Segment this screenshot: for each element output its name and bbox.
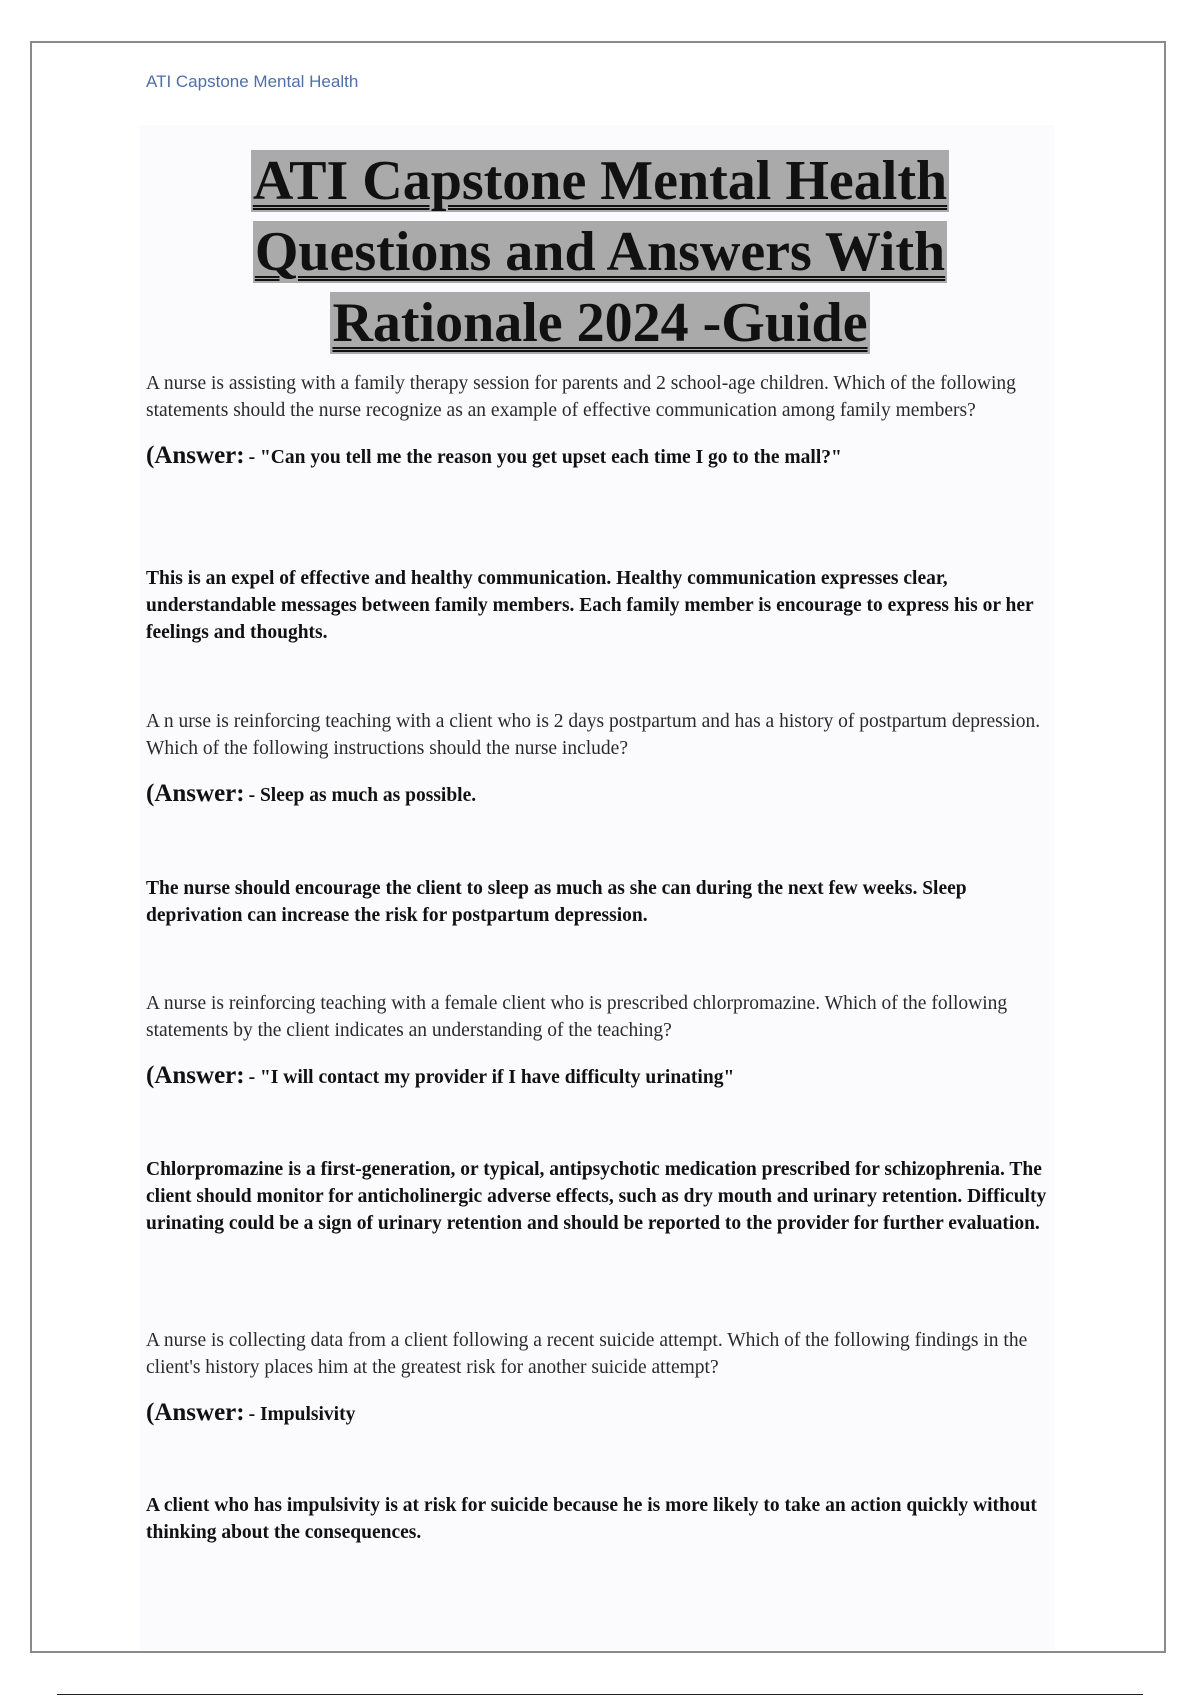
question-block — [146, 1327, 1051, 1427]
title-line-2: Questions and Answers With — [254, 221, 946, 283]
question-text: A n urse is reinforcing teaching with a client who is 2 days postpartum and has a history of postpartum depression. Which of the following instructions should the nurse include? — [146, 711, 1041, 759]
answer-label: (Answer: — [146, 1399, 245, 1426]
answer-text: - Sleep as much as possible. — [248, 785, 477, 806]
question-text: A nurse is collecting data from a client following a recent suicide attempt. Which of the following findings in the client's history places him at the greatest risk for another suicide attempt? — [146, 1330, 1028, 1378]
rationale-block — [146, 565, 1051, 646]
question-text: A nurse is assisting with a family therapy session for parents and 2 school-age children. Which of the following statements should the nurse recognize as an example of effective communication among family members? — [146, 373, 1016, 421]
answer-line — [146, 1062, 1051, 1090]
question-text: A nurse is reinforcing teaching with a female client who is prescribed chlorpromazine. Which of the following statements by the client indicates an understanding of the teaching? — [146, 993, 1008, 1041]
title-line-1: ATI Capstone Mental Health — [252, 150, 948, 212]
answer-label: (Answer: — [146, 780, 245, 807]
document-title — [150, 146, 1050, 359]
answer-line — [146, 1399, 1051, 1427]
question-block — [146, 990, 1051, 1090]
answer-label: (Answer: — [146, 1062, 245, 1089]
answer-line — [146, 442, 1051, 470]
rationale-block — [146, 1156, 1051, 1237]
answer-text: - "Can you tell me the reason you get upset each time I go to the mall?" — [248, 447, 842, 468]
answer-text: - Impulsivity — [248, 1404, 356, 1425]
running-header: ATI Capstone Mental Health — [146, 72, 359, 91]
answer-label: (Answer: — [146, 442, 245, 469]
rationale-block — [146, 875, 1051, 929]
answer-text: - "I will contact my provider if I have difficulty urinating" — [248, 1067, 735, 1088]
rationale-text: Chlorpromazine is a first-generation, or typical, antipsychotic medication prescribed for schizophrenia. The client should monitor for anticholinergic adverse effects, such as dry mouth and urinary retention. Difficulty urinating could be a sign of urinary retention and should be reported to the provider for further evaluation. — [146, 1159, 1047, 1234]
rationale-text: A client who has impulsivity is at risk for suicide because he is more likely to take an action quickly without thinking about the consequences. — [146, 1495, 1037, 1543]
rationale-block — [146, 1492, 1051, 1546]
question-block — [146, 370, 1051, 470]
answer-line — [146, 780, 1051, 808]
title-line-3: Rationale 2024 -Guide — [332, 292, 868, 354]
rationale-text: The nurse should encourage the client to sleep as much as she can during the next few weeks. Sleep deprivation can increase the risk for postpartum depression. — [146, 878, 967, 926]
rationale-text: This is an expel of effective and healthy communication. Healthy communication expresses clear, understandable messages between family members. Each family member is encourage to express his or her feelings and thoughts. — [146, 568, 1034, 643]
question-block — [146, 708, 1051, 808]
bottom-rule — [57, 1694, 1143, 1695]
